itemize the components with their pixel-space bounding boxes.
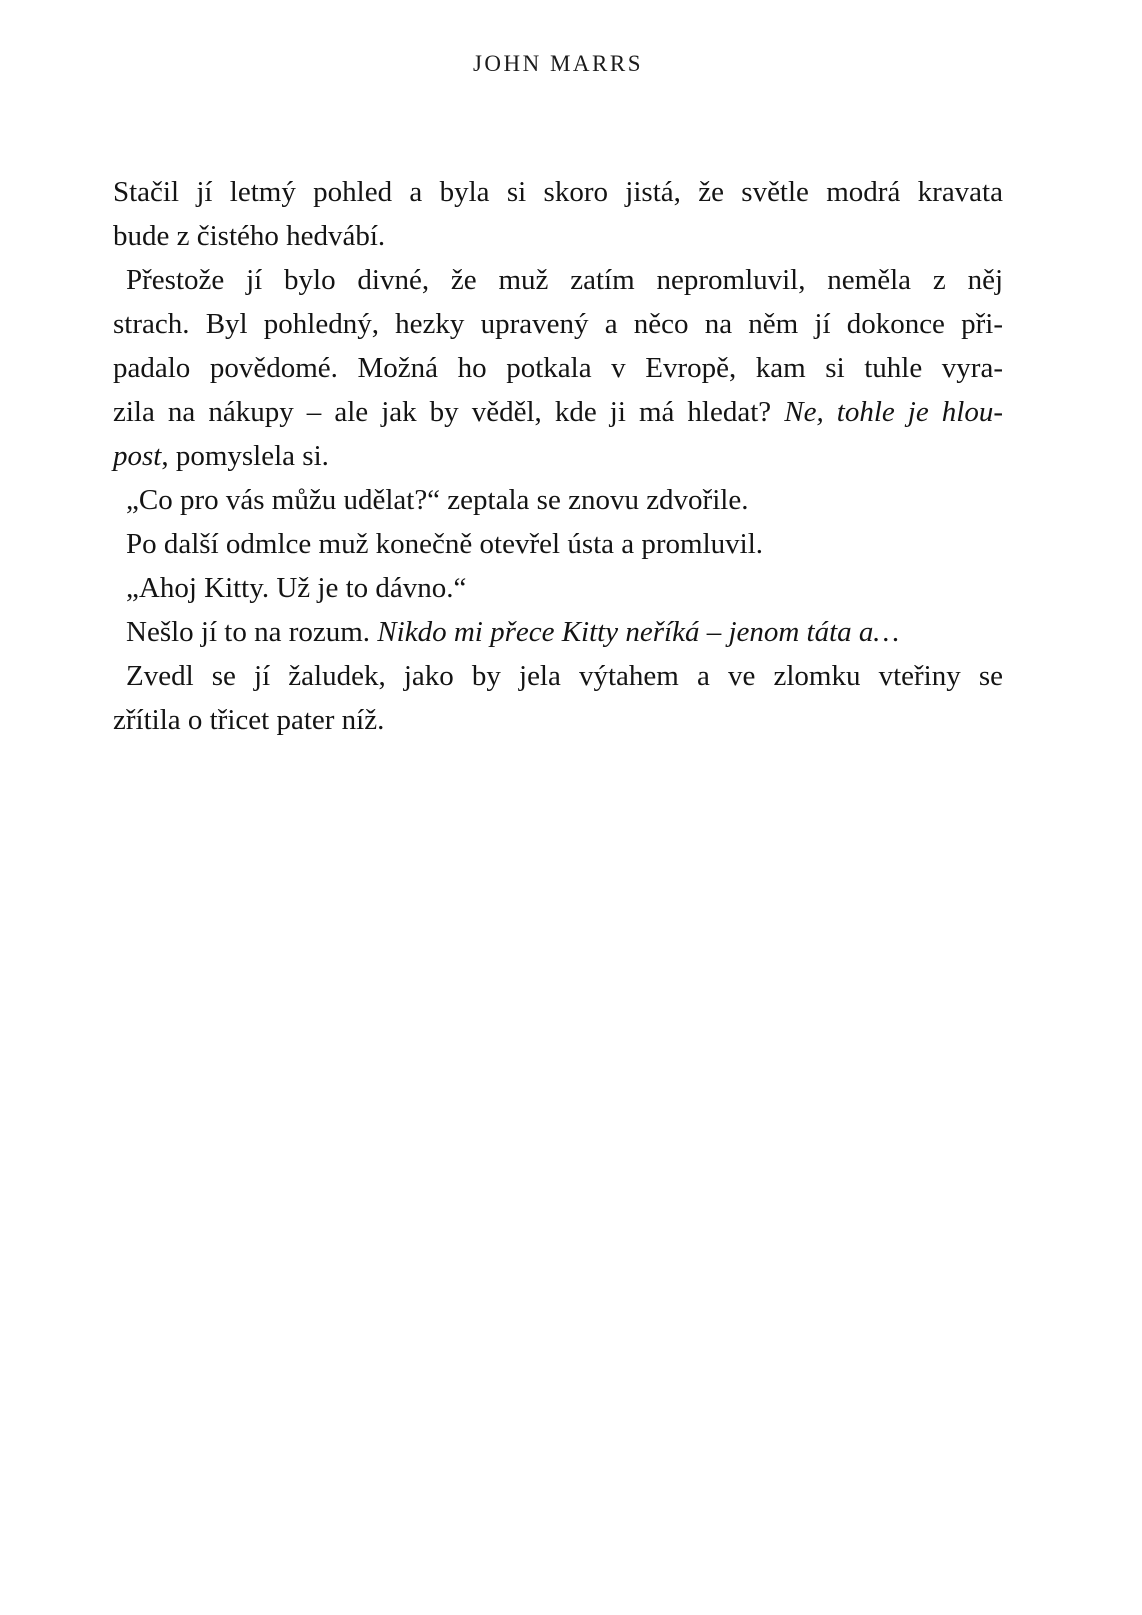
text-line	[113, 610, 1003, 654]
text-segment: „Co pro vás můžu udělat?“ zeptala se znovu zdvořile.	[126, 484, 749, 516]
text-block	[113, 170, 1003, 742]
text-segment-italic: post	[113, 440, 162, 472]
text-line	[113, 302, 1003, 346]
text-line	[113, 654, 1003, 698]
text-segment: , pomyslela si.	[161, 440, 329, 472]
text-segment: zila na nákupy – ale jak by věděl, kde ji má hledat?	[113, 396, 785, 428]
text-segment: Zvedl se jí žaludek, jako by jela výtahem a ve zlomku vteřiny se	[126, 660, 1003, 692]
text-segment: Nešlo jí to na rozum.	[126, 616, 378, 648]
text-segment: Přestože jí bylo divné, že muž zatím nepromluvil, neměla z něj	[126, 264, 1003, 296]
text-segment: strach. Byl pohledný, hezky upravený a něco na něm jí dokonce při-	[113, 308, 1003, 340]
text-line	[113, 214, 1003, 258]
text-line	[113, 698, 1003, 742]
text-line	[113, 522, 1003, 566]
text-line	[113, 258, 1003, 302]
running-header-author: JOHN MARRS	[472, 51, 644, 76]
text-segment: Po další odmlce muž konečně otevřel ústa a promluvil.	[126, 528, 764, 560]
text-segment-italic: Ne, tohle je hlou-	[784, 396, 1004, 428]
text-segment: zřítila o třicet pater níž.	[113, 704, 385, 736]
text-segment: bude z čistého hedvábí.	[113, 220, 386, 252]
text-line	[113, 390, 1003, 434]
text-segment-italic: Nikdo mi přece Kitty neříká – jenom táta a…	[377, 616, 900, 648]
text-line	[113, 346, 1003, 390]
text-line	[113, 434, 1003, 478]
text-line	[113, 478, 1003, 522]
text-segment: Stačil jí letmý pohled a byla si skoro jistá, že světle modrá kravata	[113, 176, 1003, 208]
text-segment: „Ahoj Kitty. Už je to dávno.“	[126, 572, 467, 604]
text-line	[113, 566, 1003, 610]
text-line	[113, 170, 1003, 214]
text-segment: padalo povědomé. Možná ho potkala v Evropě, kam si tuhle vyra-	[113, 352, 1003, 384]
